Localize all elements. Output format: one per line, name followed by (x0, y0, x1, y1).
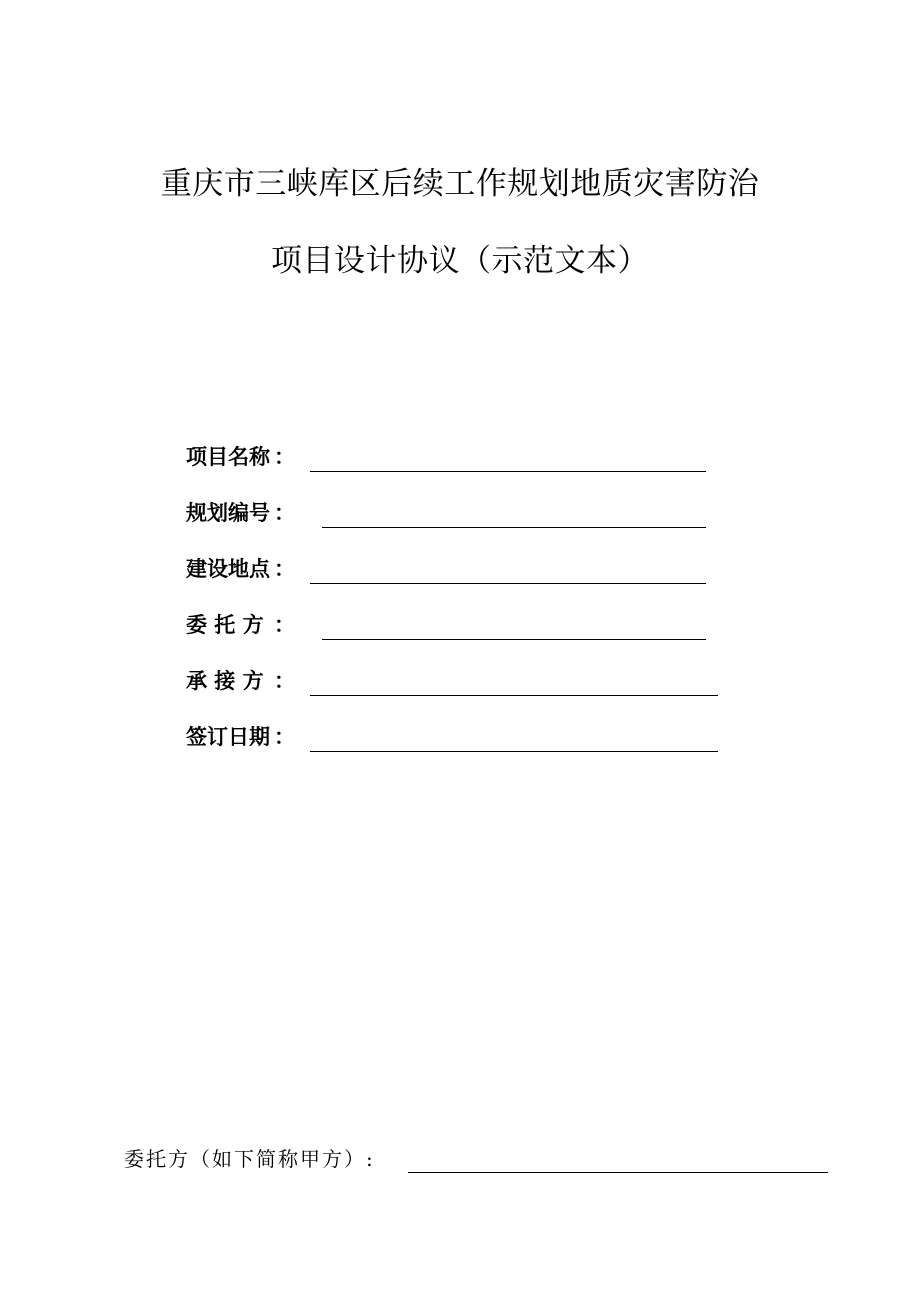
field-label: 签订日期 (186, 724, 270, 749)
contractor-blank[interactable] (310, 695, 718, 696)
field-plan-number (186, 496, 716, 532)
party-a-blank[interactable] (408, 1172, 828, 1173)
party-a-row (124, 1144, 844, 1180)
project-name-blank[interactable] (310, 471, 706, 472)
document-title-line-1: 重庆市三峡库区后续工作规划地质灾害防治 (160, 166, 760, 202)
field-colon: ： (274, 668, 295, 693)
field-construction-site (186, 552, 716, 588)
field-signing-date (186, 720, 726, 756)
field-label: 承 接 方 (186, 668, 264, 693)
field-project-name (186, 440, 716, 476)
field-colon: ： (274, 556, 295, 581)
field-label: 建设地点 (186, 556, 270, 581)
client-blank[interactable] (322, 639, 706, 640)
field-colon: ： (274, 444, 295, 469)
field-label: 项目名称 (186, 444, 270, 469)
field-contractor (186, 664, 726, 700)
field-colon: ： (274, 612, 295, 637)
field-client (186, 608, 716, 644)
party-a-label: 委托方（如下简称甲方）: (124, 1147, 375, 1171)
construction-site-blank[interactable] (310, 583, 706, 584)
field-colon: ： (274, 500, 295, 525)
field-label: 规划编号 (186, 500, 270, 525)
field-colon: ： (274, 724, 295, 749)
document-title-line-2: 项目设计协议（示范文本） (271, 243, 649, 279)
plan-number-blank[interactable] (322, 527, 706, 528)
field-label: 委 托 方 (186, 612, 264, 637)
signing-date-blank[interactable] (310, 751, 718, 752)
